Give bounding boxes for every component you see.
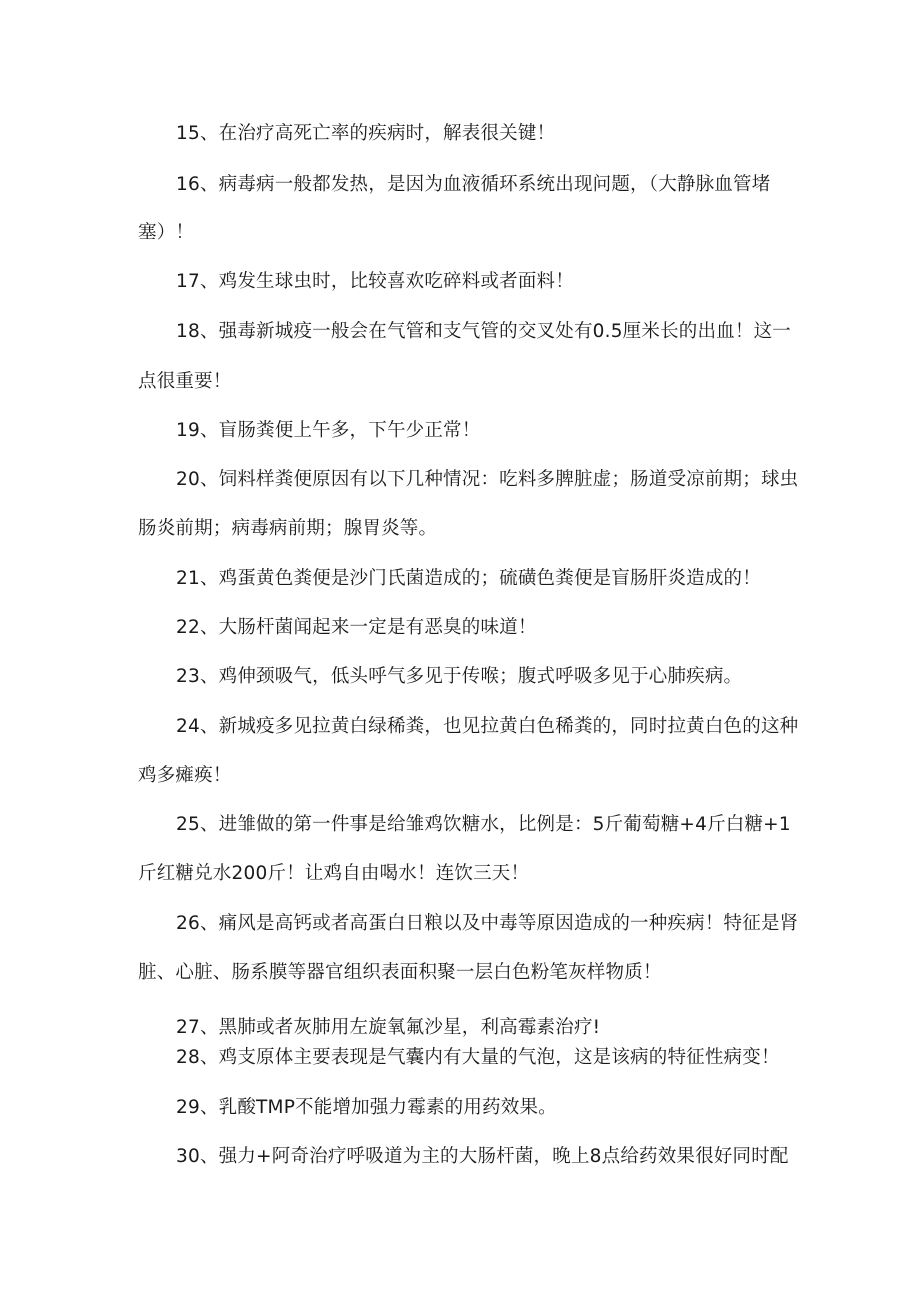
text-line-item-25-cont: 斤红糖兑水200斤！让鸡自由喝水！连饮三天！ [138,863,530,884]
text-line-item-25: 25、进雏做的第一件事是给雏鸡饮糖水，比例是：5斤葡萄糖+4斤白糖+1 [176,814,791,835]
text-line-item-22: 22、大肠杆菌闻起来一定是有恶臭的味道！ [176,617,537,638]
text-line-item-24: 24、新城疫多见拉黄白绿稀粪，也见拉黄白色稀粪的，同时拉黄白色的这种 [176,716,799,737]
text-line-item-19: 19、盲肠粪便上午多，下午少正常！ [176,420,481,441]
text-line-item-18-cont: 点很重要！ [138,371,232,392]
text-line-item-26-cont: 脏、心脏、肠系膜等器官组织表面积聚一层白色粉笔灰样物质！ [138,962,662,983]
text-line-item-15: 15、在治疗高死亡率的疾病时，解表很关键！ [176,123,556,144]
text-line-item-21: 21、鸡蛋黄色粪便是沙门氏菌造成的；硫磺色粪便是盲肠肝炎造成的！ [176,568,761,589]
text-line-item-20-cont: 肠炎前期；病毒病前期；腺胃炎等。 [138,518,438,539]
text-line-item-16: 16、病毒病一般都发热，是因为血液循环系统出现问题，（大静脉血管堵 [176,174,771,195]
text-line-item-16-cont: 塞）！ [138,222,195,243]
text-line-item-23: 23、鸡伸颈吸气，低头呼气多见于传喉；腹式呼吸多见于心肺疾病。 [176,666,743,687]
text-line-item-17: 17、鸡发生球虫时，比较喜欢吃碎料或者面料！ [176,271,574,292]
text-line-item-24-cont: 鸡多瘫痪！ [138,765,232,786]
text-line-item-27: 27、黑肺或者灰肺用左旋氧氟沙星，利高霉素治疗! [176,1017,601,1038]
text-line-item-26: 26、痛风是高钙或者高蛋白日粮以及中毒等原因造成的一种疾病！特征是肾 [176,913,799,934]
text-line-item-29: 29、乳酸TMP不能增加强力霉素的用药效果。 [176,1097,557,1118]
text-line-item-20: 20、饲料样粪便原因有以下几种情况：吃料多脾脏虚；肠道受凉前期；球虫 [176,469,799,490]
text-line-item-28: 28、鸡支原体主要表现是气囊内有大量的气泡，这是该病的特征性病变！ [176,1047,780,1068]
text-line-item-30: 30、强力+阿奇治疗呼吸道为主的大肠杆菌，晚上8点给药效果很好同时配 [176,1146,789,1167]
text-line-item-18: 18、强毒新城疫一般会在气管和支气管的交叉处有0.5厘米长的出血！这一 [176,321,791,342]
